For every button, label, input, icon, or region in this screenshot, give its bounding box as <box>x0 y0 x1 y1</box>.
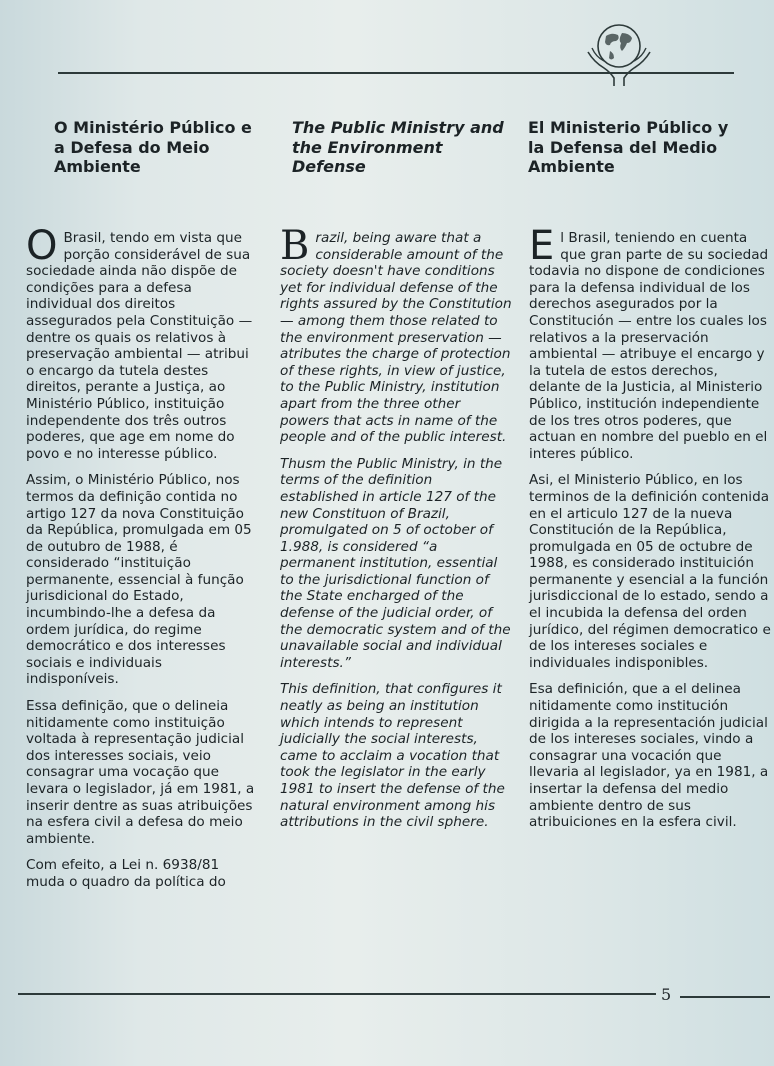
column-portuguese <box>26 223 258 901</box>
paragraph-1 <box>26 223 258 462</box>
paragraph-1 <box>529 223 773 462</box>
column-english <box>280 223 512 841</box>
paragraph-1-text: l Brasil, teniendo en cuenta que gran parte de su sociedad todavia no dispone de condiciones para la defensa individual de los derechos asegurados por la Constitución — entre los cuales los relativos a la preservación ambiental — atribuye el encargo y la tutela de estos derechos, delante de la Justicia, al Ministerio Público, institución independiente de los tres otros poderes, que actuan en nombre del pueblo en el interes público. <box>529 230 769 462</box>
paragraph-2: Thusm the Public Ministry, in the terms of the definition established in article 127 of the new Constituon of Brazil, promulgated on 5 of october of 1.988, is considered “a permanent institution, essential to the jurisdictional function of the State encharged of the defense of the judicial order, of the democratic system and of the unavailable social and individual interests.” <box>280 455 511 671</box>
title-english: The Public Ministry and the Environment Defense <box>292 118 504 176</box>
paragraph-1-text: razil, being aware that a considerable amount of the society doesn't have conditions yet for individual defense of the rights assured by the Constitution — among them those related to the environment preservation — atributes the charge of protection of these rights, in view of justice, to the Public Ministry, institution apart from the three other powers that acts in name of the people and of the public interest. <box>280 230 512 446</box>
paragraph-1 <box>280 223 512 446</box>
paragraph-3: Esa definición, que a el delinea nitidamente como institución dirigida a la representación judicial de los intereses sociales, vindo a consagrar una vocación que llevaria al legislador, ya en 1981, a insertar la defensa del medio ambiente dentro de sus atribuiciones en la esfera civil. <box>529 681 769 831</box>
drop-cap: E <box>529 223 555 269</box>
title-portuguese: O Ministério Público e a Defesa do Meio Ambiente <box>54 118 252 176</box>
paragraph-1-text: Brasil, tendo em vista que porção considerável de sua sociedade ainda não dispõe de condições para a defesa individual dos direitos assegurados pela Constituição — dentre os quais os relativos à preservação ambiental — atribui o encargo da tutela destes direitos, perante a Justiça, ao Ministério Público, instituição independente dos três outros poderes, que age em nome do povo e no interesse público. <box>26 230 253 462</box>
title-spanish: El Ministerio Público y la Defensa del Medio Ambiente <box>528 118 729 176</box>
footer-rule-right <box>680 996 770 998</box>
paragraph-2: Asi, el Ministerio Público, en los terminos de la definición contenida en el articulo 127 de la nueva Constitución de la República, promulgada en 05 de octubre de 1988, es considerado instituición permanente y esencial a la función jurisdiccional de lo estado, sendo a el incubida la defensa del orden jurídico, del régimen democratico e de los intereses sociales e individuales indisponibles. <box>529 472 771 671</box>
globe-in-hands-icon <box>580 18 658 90</box>
footer-rule-left <box>18 993 656 995</box>
page-number: 5 <box>661 985 672 1004</box>
column-spanish <box>529 223 773 841</box>
paragraph-4: Com efeito, a Lei n. 6938/81 muda o quadro da política do <box>26 857 226 890</box>
paragraph-3: Essa definição, que o delineia nitidamente como instituição voltada à representação judicial dos interesses sociais, veio consagrar uma vocação que levara o legislador, já em 1981, a inserir dentre as suas atribuições na esfera civil a defesa do meio ambiente. <box>26 698 255 847</box>
paragraph-3: This definition, that configures it neatly as being an institution which intends to represent judicially the social interests, came to acclaim a vocation that took the legislator in the early 1981 to insert the defense of the natural environment among his attributions in the civil sphere. <box>280 681 505 831</box>
drop-cap: B <box>280 223 310 269</box>
drop-cap: O <box>26 223 58 269</box>
paragraph-2: Assim, o Ministério Público, nos termos da definição contida no artigo 127 da nova Constituição da República, promulgada em 05 de outubro de 1988, é considerado “instituição permanente, essencial à função jurisdicional do Estado, incumbindo-lhe a defesa da ordem jurídica, do regime democrático e dos interesses sociais e individuais indisponíveis. <box>26 472 252 688</box>
